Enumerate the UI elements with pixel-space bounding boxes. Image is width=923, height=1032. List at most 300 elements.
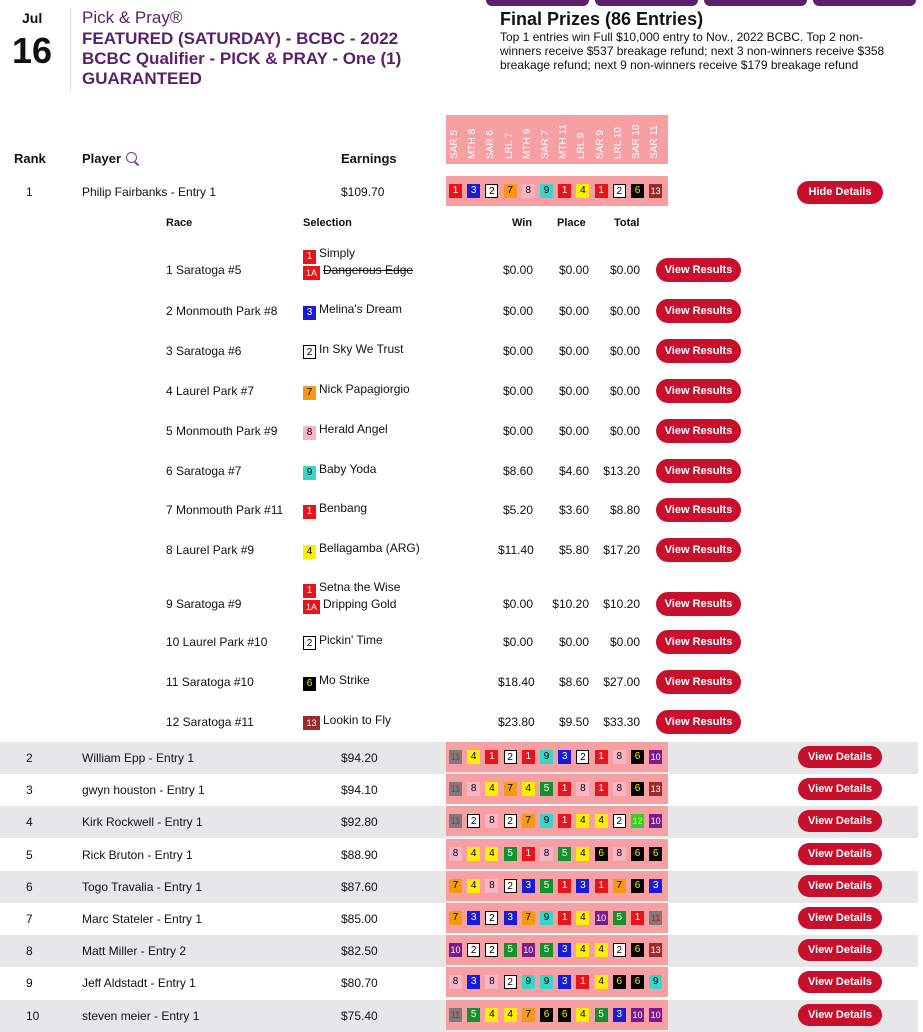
horse-name: Setna the Wise — [319, 580, 401, 594]
detail-total: $0.00 — [609, 263, 640, 277]
pick-chip: 5 — [540, 943, 553, 957]
pick-chip: 1 — [595, 782, 608, 796]
detail-row — [0, 298, 923, 334]
pick-chip: 4 — [576, 943, 589, 957]
detail-place: $10.20 — [552, 597, 589, 611]
top-tab-4[interactable] — [813, 0, 916, 6]
pick-chip: 6 — [631, 782, 644, 796]
detail-total: $0.00 — [609, 344, 640, 358]
pick-chip: 3 — [504, 911, 517, 925]
view-results-button[interactable]: View Results — [656, 538, 741, 562]
pick-chip: 1 — [558, 814, 571, 828]
view-results-button[interactable]: View Results — [656, 419, 741, 443]
pick-chip: 3 — [467, 184, 480, 198]
pick-chip: 5 — [467, 1008, 480, 1022]
pick-chip: 8 — [576, 782, 589, 796]
detail-race: 9 Saratoga #9 — [166, 597, 242, 611]
pick-chip: 5 — [504, 943, 517, 957]
pick-chip: 6 — [631, 847, 644, 861]
pick-chip: 7 — [522, 814, 535, 828]
race-column-header — [614, 115, 628, 159]
pick-chip: 1 — [522, 847, 535, 861]
selection-line — [303, 596, 400, 613]
pp-chip: 6 — [303, 677, 316, 691]
rank-cell: 9 — [26, 976, 33, 991]
pick-chip: 2 — [467, 814, 480, 828]
pick-chip: 4 — [467, 879, 480, 893]
player-column-header — [82, 151, 137, 166]
player-cell[interactable]: Togo Travalia - Entry 1 — [82, 879, 203, 894]
detail-row — [0, 579, 923, 615]
detail-row — [0, 378, 923, 414]
pick-chip: 11 — [450, 752, 461, 762]
pp-chip: 13 — [303, 716, 320, 730]
race-column-header — [577, 115, 591, 159]
pick-chip: 3 — [522, 879, 535, 893]
picks-strip — [446, 742, 668, 772]
pick-chip: 8 — [485, 814, 498, 828]
race-header-label: SAR 11 — [649, 125, 661, 159]
detail-race: 5 Monmouth Park #9 — [166, 424, 278, 438]
table-row — [0, 903, 918, 935]
pick-chip: 6 — [613, 975, 626, 989]
pp-chip: 7 — [303, 386, 316, 400]
detail-race: 3 Saratoga #6 — [166, 344, 242, 358]
player-cell[interactable]: Marc Stateler - Entry 1 — [82, 912, 203, 926]
table-row — [0, 871, 918, 903]
pick-chip: 10 — [632, 1009, 643, 1020]
detail-race: 11 Saratoga #10 — [166, 675, 254, 689]
horse-name: Simply — [319, 246, 356, 260]
detail-place: $0.00 — [558, 424, 589, 438]
race-column-header — [450, 115, 464, 159]
pick-chip: 1 — [485, 750, 498, 764]
view-results-button[interactable]: View Results — [656, 379, 741, 403]
pick-chip: 1 — [558, 911, 571, 925]
pick-chip: 8 — [485, 879, 498, 893]
earnings-cell: $88.90 — [341, 847, 378, 862]
selection-line — [303, 341, 403, 358]
detail-row — [0, 669, 923, 705]
table-row — [0, 1000, 918, 1032]
horse-name: Dangerous Edge — [323, 263, 414, 277]
pick-chip: 1 — [558, 879, 571, 893]
race-column-headers — [446, 115, 668, 164]
pick-chip: 10 — [650, 1009, 661, 1020]
pick-chip: 4 — [467, 847, 480, 861]
pick-chip: 6 — [631, 184, 644, 198]
earnings-cell: $75.40 — [341, 1008, 378, 1023]
pick-chip: 8 — [485, 975, 498, 989]
horse-name: Nick Papagiorgio — [319, 382, 410, 396]
event-title: FEATURED (SATURDAY) - BCBC - 2022 BCBC Qualifier - PICK & PRAY - One (1) GUARANTEED — [82, 29, 402, 88]
race-header-label: LRL 7 — [503, 132, 515, 159]
earnings-cell: $94.20 — [341, 751, 378, 765]
detail-win: $18.40 — [498, 675, 535, 689]
event-day: 16 — [12, 30, 53, 71]
detail-row — [0, 458, 923, 494]
pick-chip: 4 — [576, 814, 589, 828]
pick-chip: 1 — [631, 911, 644, 925]
pick-chip: 3 — [558, 943, 571, 957]
pick-chip: 2 — [485, 184, 498, 198]
detail-selection — [303, 461, 376, 478]
selection-line — [303, 421, 388, 438]
view-results-button[interactable]: View Results — [656, 592, 741, 616]
view-results-button[interactable]: View Results — [656, 670, 741, 694]
detail-race: 1 Saratoga #5 — [166, 263, 242, 277]
table-row — [0, 967, 918, 999]
race-header-label: SAR 6 — [485, 130, 497, 159]
race-column-header — [559, 115, 573, 159]
top-tab-3[interactable] — [704, 0, 807, 6]
player-cell[interactable]: Kirk Rockwell - Entry 1 — [82, 815, 203, 830]
pick-chip: 9 — [540, 184, 553, 198]
pick-chip: 2 — [504, 975, 517, 989]
detail-selection — [303, 712, 391, 729]
rank-cell: 6 — [26, 879, 33, 894]
rank-cell: 1 — [26, 185, 33, 199]
pick-chip: 3 — [558, 975, 571, 989]
view-details-button[interactable]: View Details — [798, 907, 882, 929]
pick-chip: 6 — [631, 879, 644, 893]
race-header-label: SAR 9 — [594, 130, 606, 159]
horse-name: Lookin to Fly — [323, 713, 392, 727]
pick-chip: 3 — [649, 879, 662, 893]
detail-win: $0.00 — [502, 597, 533, 611]
pick-chip: 8 — [522, 184, 535, 198]
detail-selection — [303, 341, 403, 358]
detail-total: $13.20 — [603, 464, 640, 478]
pp-chip: 1 — [303, 584, 316, 598]
detail-race: 7 Monmouth Park #11 — [166, 503, 284, 517]
detail-win: $0.00 — [502, 304, 533, 318]
detail-row — [0, 418, 923, 454]
detail-total: $8.80 — [609, 503, 640, 517]
pick-chip: 9 — [540, 814, 553, 828]
event-month: Jul — [22, 10, 43, 26]
pick-chip: 10 — [596, 913, 607, 923]
earnings-cell: $82.50 — [341, 944, 378, 959]
selection-line — [303, 632, 383, 649]
prizes-description: Top 1 entries win Full $10,000 entry to Nov., 2022 BCBC. Top 2 non-winners receive $537 breakage refund; next 3 non-winners receive $358 breakage refund; next 9 non-winners receive $179 breakage refund — [500, 30, 885, 72]
rank-cell: 3 — [26, 783, 33, 798]
player-column-label: Player — [82, 151, 122, 166]
detail-race: 10 Laurel Park #10 — [166, 635, 268, 649]
pick-chip: 2 — [504, 879, 517, 893]
pick-chip: 8 — [467, 782, 480, 796]
detail-race: 4 Laurel Park #7 — [166, 384, 255, 398]
pick-chip: 1 — [595, 750, 608, 764]
pick-chip: 6 — [540, 1008, 553, 1022]
race-column-header — [541, 115, 555, 159]
race-header-label: SAR 5 — [449, 130, 460, 159]
pick-chip: 4 — [485, 847, 498, 861]
pick-chip: 9 — [540, 750, 553, 764]
player-cell[interactable]: William Epp - Entry 1 — [82, 751, 195, 765]
pick-chip: 3 — [576, 879, 589, 893]
detail-total: $0.00 — [609, 384, 640, 398]
table-row — [0, 806, 918, 838]
view-details-button[interactable]: View Details — [798, 1004, 882, 1026]
pick-chip: 8 — [449, 975, 462, 989]
picks-strip — [446, 871, 668, 901]
pick-chip: 6 — [631, 750, 644, 764]
pick-chip: 8 — [449, 847, 462, 861]
view-details-button[interactable]: View Details — [798, 778, 882, 800]
detail-place: $0.00 — [558, 304, 589, 318]
earnings-cell: $92.80 — [341, 815, 378, 830]
detail-win: $0.00 — [502, 424, 533, 438]
view-results-button[interactable]: View Results — [656, 498, 741, 522]
player-cell[interactable]: Rick Bruton - Entry 1 — [82, 847, 193, 862]
detail-total: $33.30 — [603, 715, 640, 729]
pp-chip: 8 — [303, 426, 316, 440]
prizes-title: Final Prizes (86 Entries) — [500, 9, 704, 29]
detail-total: $0.00 — [609, 304, 640, 318]
detail-total: $27.00 — [603, 675, 640, 689]
detail-place-header: Place — [557, 217, 586, 229]
horse-name: In Sky We Trust — [319, 342, 404, 356]
picks-strip — [446, 774, 668, 804]
detail-place: $0.00 — [558, 635, 589, 649]
top-tab-2[interactable] — [595, 0, 698, 6]
detail-win: $8.60 — [502, 464, 533, 478]
pp-chip: 1 — [303, 250, 316, 264]
pick-chip: 2 — [613, 943, 626, 957]
player-cell[interactable]: Philip Fairbanks - Entry 1 — [82, 185, 217, 199]
view-results-button[interactable]: View Results — [656, 258, 741, 282]
pick-chip: 5 — [595, 1008, 608, 1022]
pick-chip: 6 — [631, 975, 644, 989]
race-column-header — [596, 115, 610, 159]
detail-place: $0.00 — [558, 384, 589, 398]
view-details-button[interactable]: View Details — [798, 746, 882, 768]
selection-line — [303, 540, 420, 557]
pick-chip: 4 — [522, 782, 535, 796]
detail-total: $17.20 — [603, 543, 640, 557]
table-row — [0, 839, 918, 871]
pick-chip: 6 — [649, 847, 662, 861]
selection-line — [303, 301, 402, 318]
pick-chip: 4 — [504, 1008, 517, 1022]
view-details-button[interactable]: View Details — [798, 971, 882, 993]
detail-selection — [303, 381, 410, 398]
selection-line — [303, 579, 400, 596]
horse-name: Melina's Dream — [319, 302, 402, 316]
pick-chip: 4 — [576, 847, 589, 861]
pick-chip: 7 — [522, 911, 535, 925]
detail-place: $3.60 — [558, 503, 589, 517]
pick-chip: 10 — [650, 816, 661, 827]
pick-chip: 5 — [540, 782, 553, 796]
pick-chip: 2 — [504, 814, 517, 828]
earnings-cell: $94.10 — [341, 783, 378, 798]
detail-win: $5.20 — [502, 503, 533, 517]
selection-line — [303, 672, 370, 689]
pick-chip: 4 — [595, 975, 608, 989]
detail-selection-header: Selection — [303, 217, 352, 229]
selection-line — [303, 262, 413, 279]
detail-selection — [303, 421, 388, 438]
selection-line — [303, 712, 391, 729]
picks-strip — [446, 839, 668, 869]
pick-chip: 7 — [522, 1008, 535, 1022]
race-column-header — [505, 115, 519, 159]
pick-chip: 9 — [540, 975, 553, 989]
race-column-header — [468, 115, 482, 159]
pick-chip: 5 — [540, 879, 553, 893]
pick-chip: 13 — [650, 945, 661, 956]
detail-race: 12 Saratoga #11 — [166, 715, 254, 729]
view-results-button[interactable]: View Results — [656, 299, 741, 323]
pick-chip: 2 — [485, 911, 498, 925]
pick-chip: 3 — [467, 975, 480, 989]
detail-selection — [303, 672, 370, 689]
pick-chip: 2 — [613, 184, 626, 198]
pick-chip: 11 — [651, 913, 661, 923]
race-header-label: LRL 10 — [612, 127, 624, 159]
detail-place: $4.60 — [558, 464, 589, 478]
pick-chip: 8 — [540, 847, 553, 861]
event-brand: Pick & Pray® — [82, 8, 183, 27]
detail-place: $5.80 — [558, 543, 589, 557]
race-header-label: SAR 7 — [540, 130, 551, 159]
detail-row — [0, 497, 923, 533]
detail-race: 8 Laurel Park #9 — [166, 543, 255, 557]
pick-chip: 3 — [467, 911, 480, 925]
detail-selection — [303, 579, 400, 613]
pick-chip: 1 — [558, 184, 571, 198]
view-details-button[interactable]: View Details — [798, 939, 882, 961]
race-header-label: MTH 11 — [558, 124, 570, 159]
detail-selection — [303, 301, 402, 318]
player-cell[interactable]: steven meier - Entry 1 — [82, 1008, 200, 1023]
detail-win: $11.40 — [498, 543, 534, 557]
detail-race: 2 Monmouth Park #8 — [166, 304, 278, 318]
pick-chip: 1 — [595, 184, 608, 198]
detail-win: $0.00 — [502, 384, 533, 398]
pick-chip: 6 — [558, 1008, 571, 1022]
view-details-button[interactable]: View Details — [798, 810, 882, 832]
pick-chip: 3 — [558, 750, 571, 764]
pick-chip: 6 — [631, 943, 644, 957]
pick-chip: 1 — [576, 975, 589, 989]
rank-cell: 7 — [26, 912, 33, 926]
pick-chip: 7 — [504, 782, 517, 796]
pick-chip: 7 — [504, 184, 517, 198]
detail-win-header: Win — [512, 217, 533, 229]
detail-win: $23.80 — [498, 715, 535, 729]
pp-chip: 2 — [303, 636, 316, 650]
pick-chip: 2 — [576, 750, 589, 764]
pick-chip: 1 — [558, 782, 571, 796]
pick-chip: 4 — [485, 782, 498, 796]
table-row — [0, 742, 918, 774]
pick-chip: 11 — [450, 784, 461, 795]
race-header-label: MTH 9 — [521, 129, 533, 159]
picks-strip — [446, 967, 668, 997]
view-results-button[interactable]: View Results — [656, 710, 741, 734]
pick-chip: 10 — [523, 945, 534, 956]
top-tab-1[interactable] — [486, 0, 589, 6]
pick-chip: 5 — [504, 847, 517, 861]
detail-total: $0.00 — [609, 424, 640, 438]
view-details-button[interactable]: View Details — [798, 843, 882, 865]
detail-row — [0, 537, 923, 573]
pick-chip: 13 — [650, 784, 661, 795]
horse-name: Dripping Gold — [323, 597, 397, 611]
earnings-cell: $87.60 — [341, 879, 378, 894]
pick-chip: 3 — [613, 1008, 626, 1022]
race-column-header — [486, 115, 500, 159]
pick-chip: 4 — [595, 943, 608, 957]
detail-place: $9.50 — [558, 715, 589, 729]
player-cell[interactable]: gwyn houston - Entry 1 — [82, 783, 205, 798]
pick-chip: 8 — [613, 782, 626, 796]
picks-strip — [446, 935, 668, 965]
hide-details-button[interactable]: Hide Details — [797, 181, 883, 204]
picks-strip — [446, 806, 668, 836]
pp-chip: 9 — [303, 466, 316, 480]
view-results-button[interactable]: View Results — [656, 339, 741, 363]
view-details-button[interactable]: View Details — [798, 875, 882, 897]
rank-cell: 5 — [26, 847, 33, 862]
rank-cell: 8 — [26, 944, 33, 959]
pick-chip: 4 — [595, 814, 608, 828]
horse-name: Benbang — [319, 501, 368, 515]
race-column-header — [523, 115, 537, 159]
picks-strip — [446, 176, 668, 206]
pick-chip: 11 — [450, 816, 461, 827]
horse-name: Bellagamba (ARG) — [319, 541, 420, 555]
detail-row — [0, 709, 923, 745]
detail-win: $0.00 — [502, 263, 533, 277]
detail-total: $10.20 — [603, 597, 640, 611]
pick-chip: 10 — [450, 945, 461, 956]
view-results-button[interactable]: View Results — [656, 630, 741, 654]
table-row — [0, 935, 918, 967]
player-cell[interactable]: Jeff Aldstadt - Entry 1 — [82, 976, 196, 991]
detail-row — [0, 629, 923, 665]
detail-race-header: Race — [166, 217, 193, 229]
pick-chip: 9 — [522, 975, 535, 989]
rank-column-header: Rank — [14, 151, 46, 166]
pick-chip: 12 — [632, 816, 643, 827]
picks-strip — [446, 903, 668, 933]
pp-chip: 1A — [303, 266, 320, 280]
pick-chip: 6 — [595, 847, 608, 861]
pp-chip: 1A — [303, 600, 320, 614]
detail-selection — [303, 632, 383, 649]
pick-chip: 4 — [467, 750, 480, 764]
rank-cell: 10 — [26, 1008, 40, 1023]
header-divider — [70, 8, 71, 92]
pick-chip: 4 — [576, 1008, 589, 1022]
pick-chip: 4 — [576, 184, 589, 198]
player-cell[interactable]: Matt Miller - Entry 2 — [82, 944, 187, 959]
selection-line — [303, 461, 376, 478]
earnings-cell: $80.70 — [341, 976, 378, 991]
pp-chip: 3 — [303, 306, 316, 320]
pick-chip: 11 — [450, 1009, 461, 1020]
horse-name: Mo Strike — [319, 673, 370, 687]
earnings-cell: $109.70 — [341, 185, 385, 199]
horse-name: Herald Angel — [319, 422, 388, 436]
detail-win: $0.00 — [502, 344, 533, 358]
view-results-button[interactable]: View Results — [656, 459, 741, 483]
search-icon[interactable] — [126, 152, 137, 163]
